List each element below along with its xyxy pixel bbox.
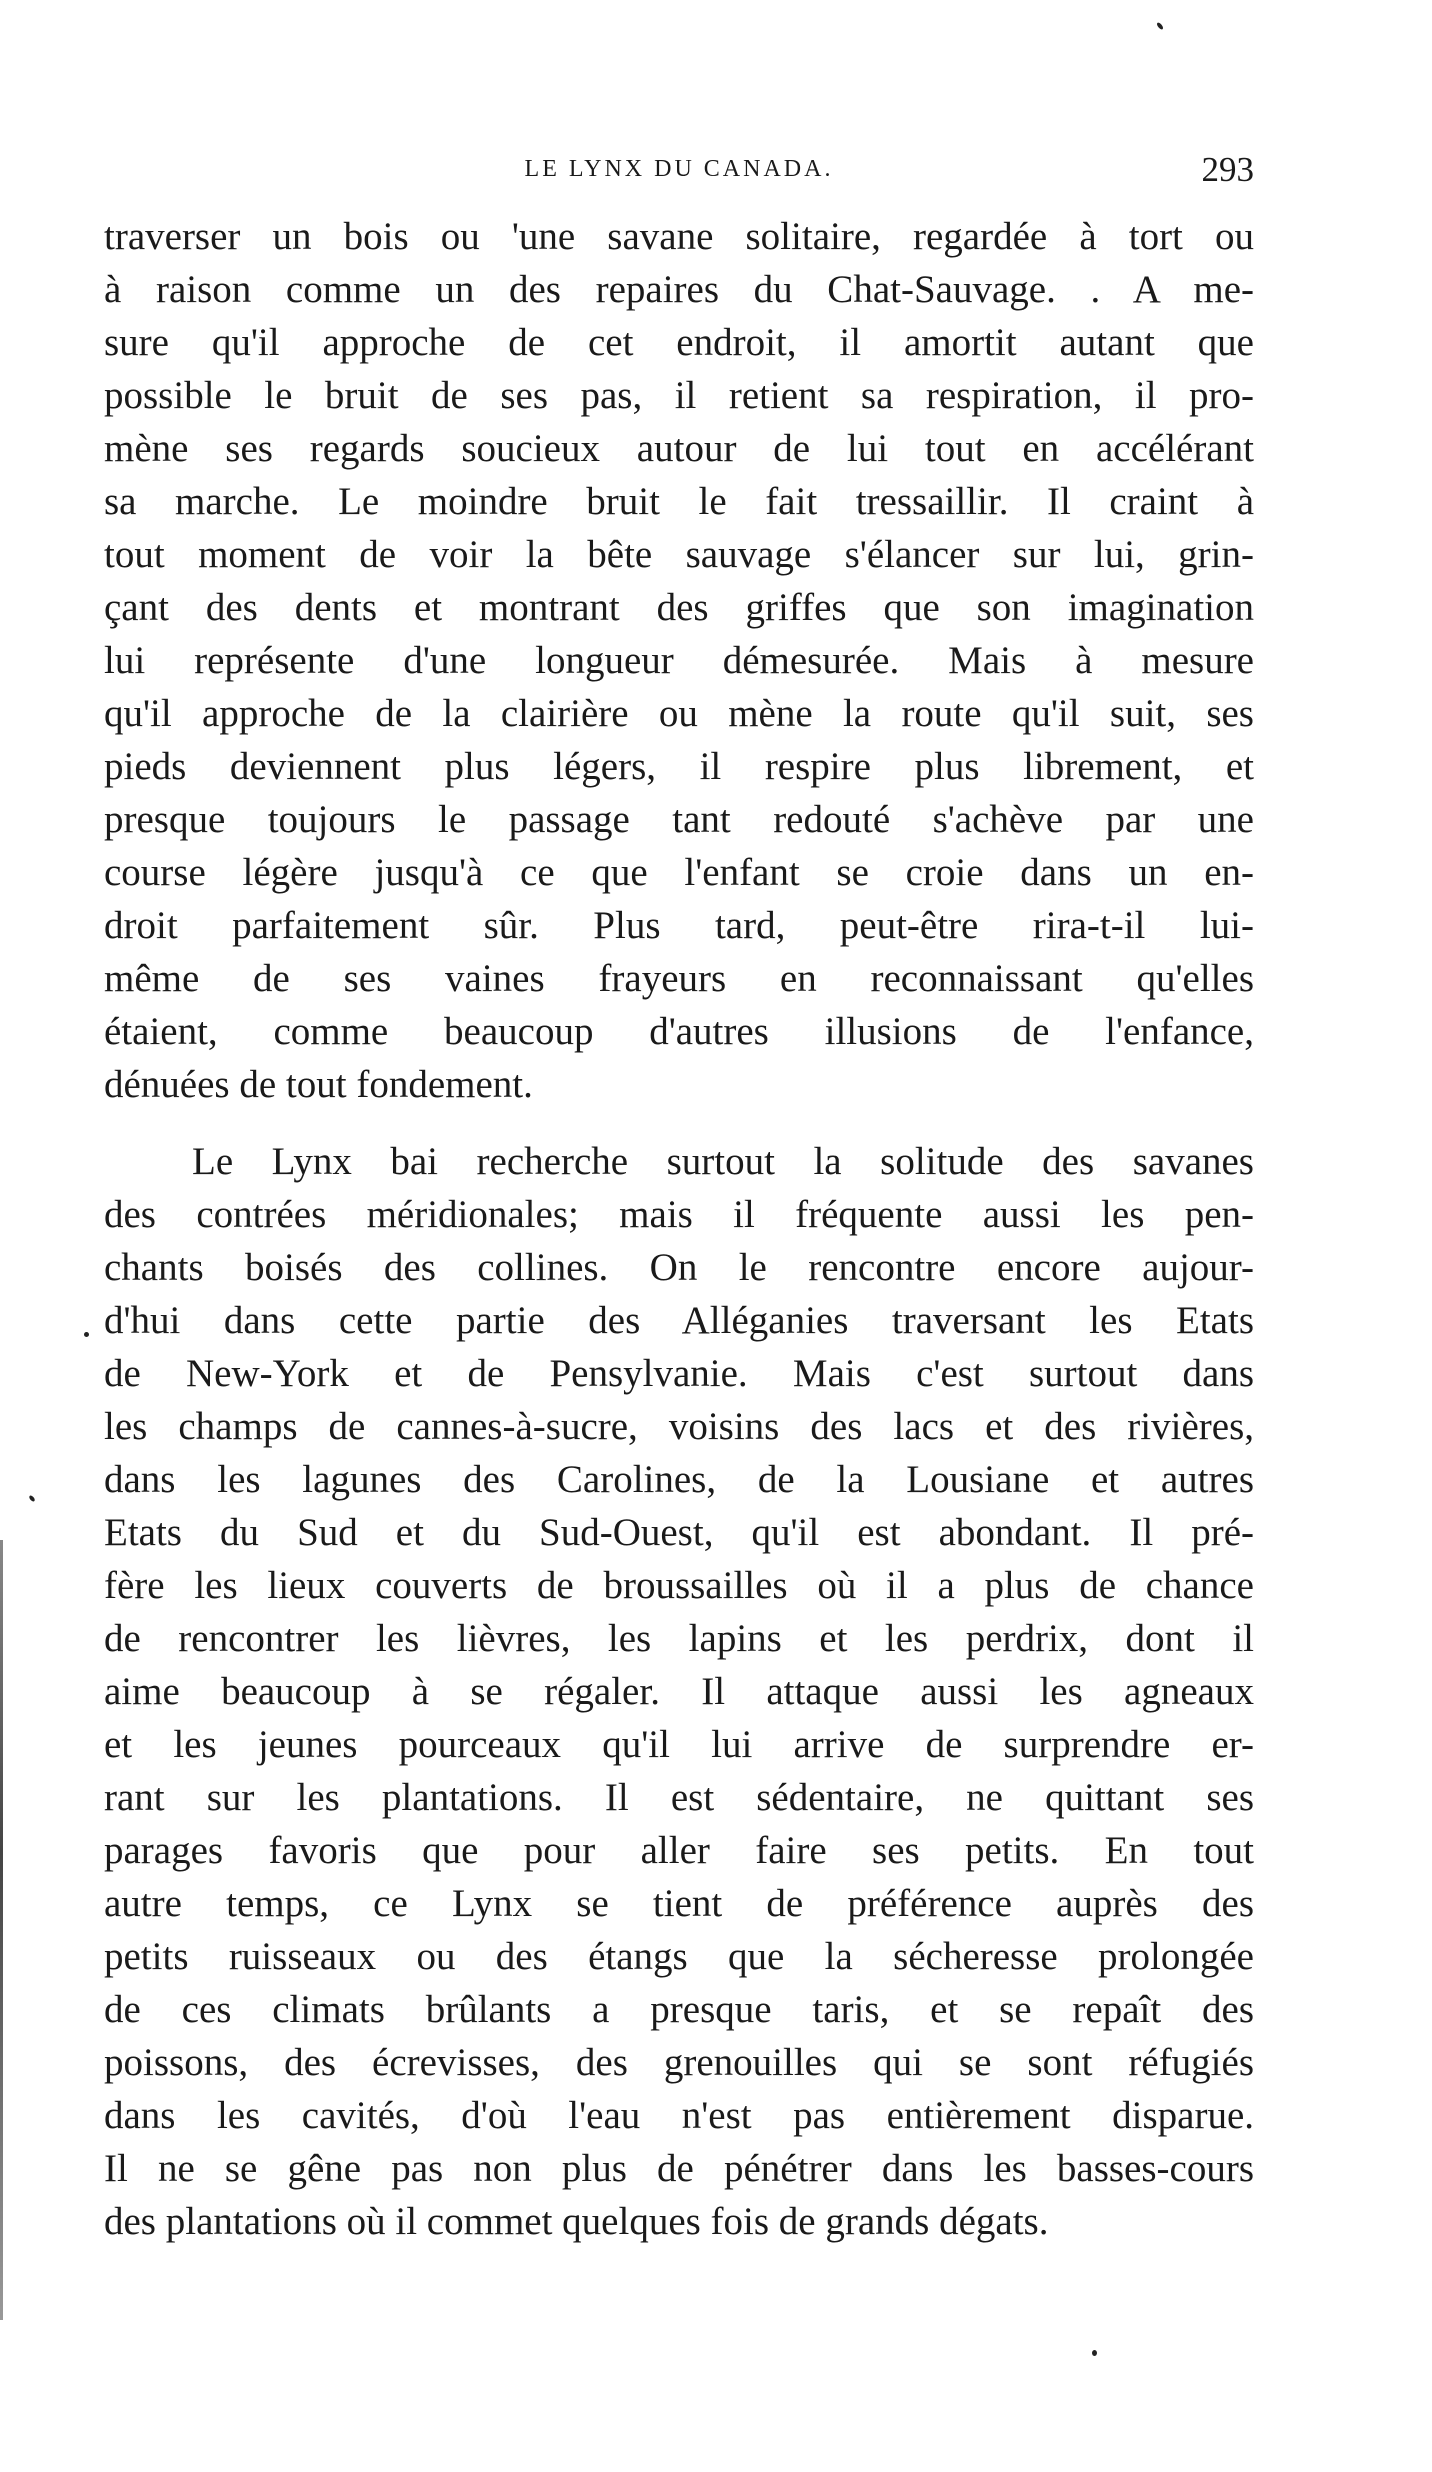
text-line: sure qu'il approche de cet endroit, il amortit autant que [104, 321, 1254, 364]
text-line: de ces climats brûlants a presque taris, et se repaît des [104, 1988, 1254, 2031]
text-line: des contrées méridionales; mais il fréquente aussi les pen- [104, 1193, 1254, 1236]
text-line: sa marche. Le moindre bruit le fait tressaillir. Il craint à [104, 480, 1254, 523]
page-edge-shadow [0, 1540, 3, 2320]
page-number: 293 [1201, 150, 1254, 189]
text-line: d'hui dans cette partie des Alléganies traversant les Etats [104, 1299, 1254, 1342]
text-line: poissons, des écrevisses, des grenouilles qui se sont réfugiés [104, 2041, 1254, 2084]
body-text [104, 210, 1254, 2248]
text-line: qu'il approche de la clairière ou mène la route qu'il suit, ses [104, 692, 1254, 735]
text-line: possible le bruit de ses pas, il retient sa respiration, il pro- [104, 374, 1254, 417]
text-line: Il ne se gêne pas non plus de pénétrer dans les basses-cours [104, 2147, 1254, 2190]
text-line: dans les cavités, d'où l'eau n'est pas entièrement disparue. [104, 2094, 1254, 2137]
text-line: rant sur les plantations. Il est sédentaire, ne quittant ses [104, 1776, 1254, 1819]
paragraph [104, 1135, 1254, 2248]
text-line: tout moment de voir la bête sauvage s'élancer sur lui, grin- [104, 533, 1254, 576]
text-line: étaient, comme beaucoup d'autres illusions de l'enfance, [104, 1010, 1254, 1053]
text-line: course légère jusqu'à ce que l'enfant se croie dans un en- [104, 851, 1254, 894]
text-line: dénuées de tout fondement. [104, 1063, 533, 1106]
paragraph [104, 210, 1254, 1111]
print-speck [1092, 2350, 1097, 2356]
text-line: de rencontrer les lièvres, les lapins et les perdrix, dont il [104, 1617, 1254, 1660]
text-line: de New-York et de Pensylvanie. Mais c'est surtout dans [104, 1352, 1254, 1395]
text-line: parages favoris que pour aller faire ses petits. En tout [104, 1829, 1254, 1872]
text-line: autre temps, ce Lynx se tient de préférence auprès des [104, 1882, 1254, 1925]
text-line: même de ses vaines frayeurs en reconnaissant qu'elles [104, 957, 1254, 1000]
text-line: mène ses regards soucieux autour de lui tout en accélérant [104, 427, 1254, 470]
text-line: dans les lagunes des Carolines, de la Lousiane et autres [104, 1458, 1254, 1501]
text-line: çant des dents et montrant des griffes que son imagination [104, 586, 1254, 629]
text-line: petits ruisseaux ou des étangs que la sécheresse prolongée [104, 1935, 1254, 1978]
text-line: aime beaucoup à se régaler. Il attaque aussi les agneaux [104, 1670, 1254, 1713]
text-line: pieds deviennent plus légers, il respire plus librement, et [104, 745, 1254, 788]
text-line: des plantations où il commet quelques fois de grands dégats. [104, 2200, 1049, 2243]
running-title: LE LYNX DU CANADA. [524, 156, 834, 182]
print-speck [84, 1332, 89, 1337]
text-line: traverser un bois ou 'une savane solitaire, regardée à tort ou [104, 215, 1254, 258]
print-speck [28, 1495, 36, 1503]
text-line: Le Lynx bai recherche surtout la solitude des savanes [192, 1140, 1254, 1183]
text-line: droit parfaitement sûr. Plus tard, peut-être rira-t-il lui- [104, 904, 1254, 947]
text-line: à raison comme un des repaires du Chat-Sauvage. . A me- [104, 268, 1254, 311]
text-line: fère les lieux couverts de broussailles où il a plus de chance [104, 1564, 1254, 1607]
text-line: Etats du Sud et du Sud-Ouest, qu'il est abondant. Il pré- [104, 1511, 1254, 1554]
print-speck [1156, 22, 1164, 31]
running-head [104, 150, 1254, 194]
text-line: les champs de cannes-à-sucre, voisins des lacs et des rivières, [104, 1405, 1254, 1448]
text-line: lui représente d'une longueur démesurée. Mais à mesure [104, 639, 1254, 682]
text-line: presque toujours le passage tant redouté s'achève par une [104, 798, 1254, 841]
text-line: chants boisés des collines. On le rencontre encore aujour- [104, 1246, 1254, 1289]
text-line: et les jeunes pourceaux qu'il lui arrive de surprendre er- [104, 1723, 1254, 1766]
